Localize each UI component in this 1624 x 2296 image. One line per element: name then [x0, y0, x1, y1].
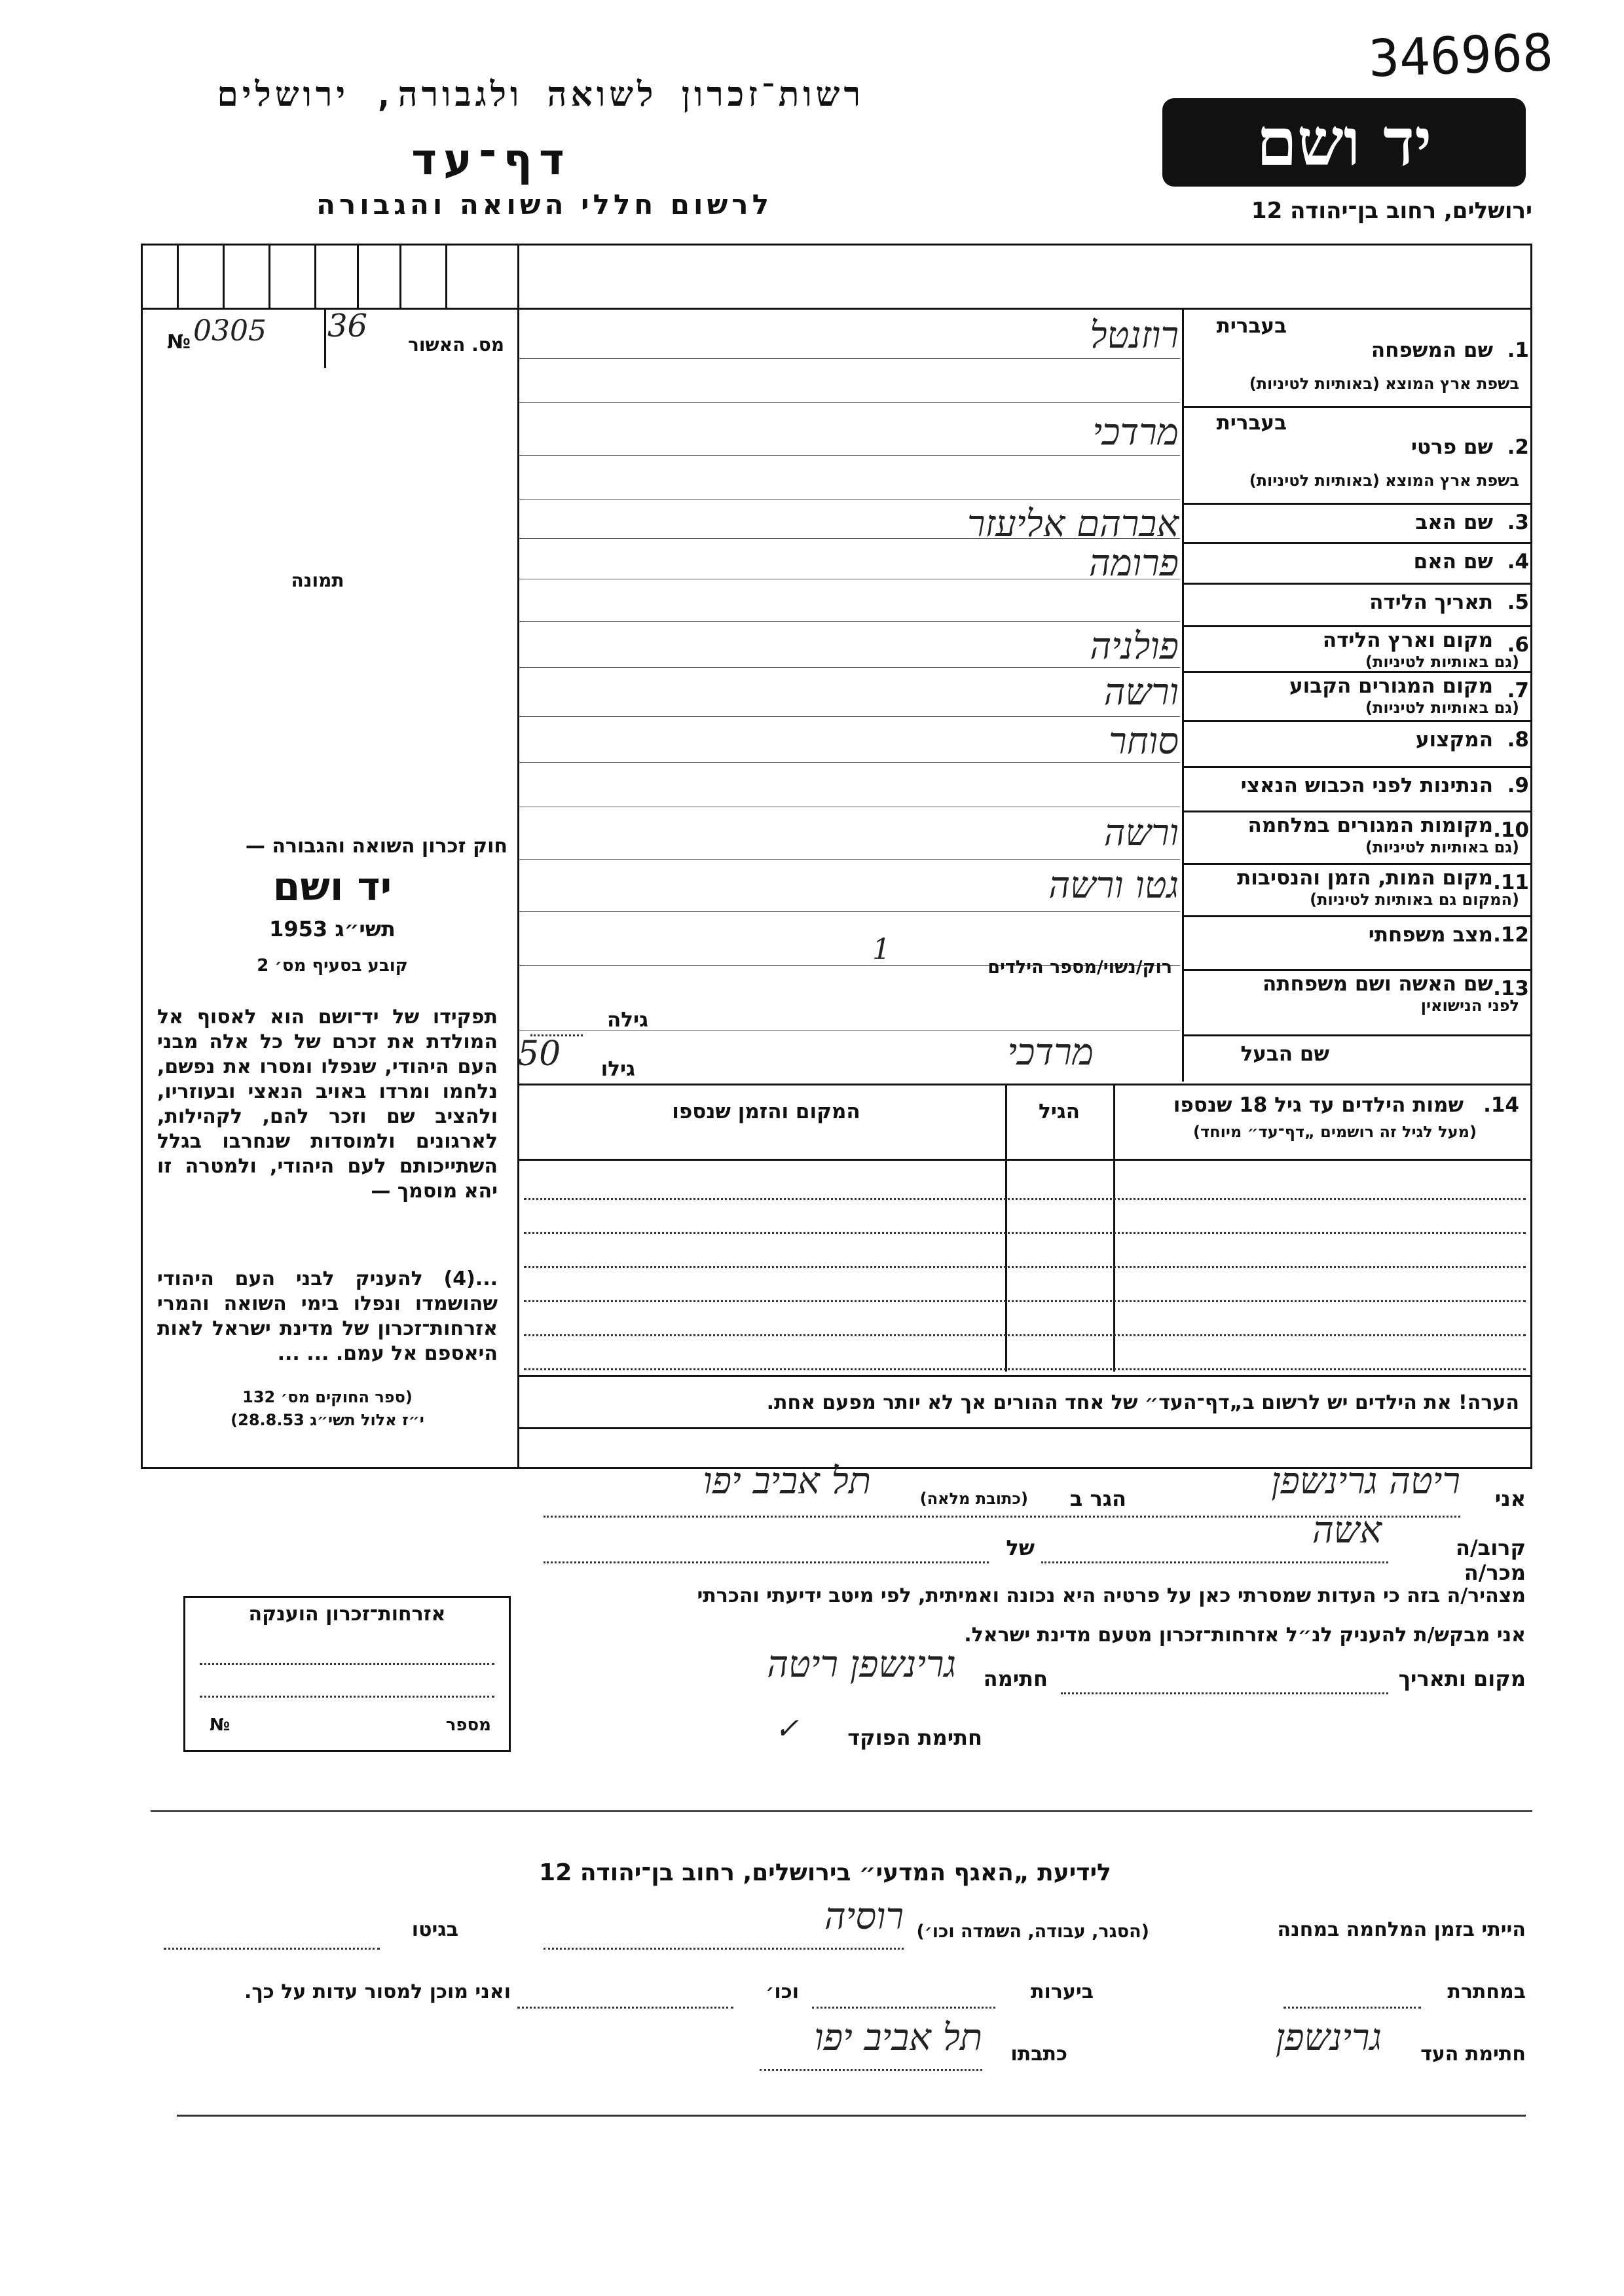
field-number: 10.: [1493, 818, 1529, 842]
field-row-divider: [1182, 915, 1532, 917]
law-title: חוק זכרון השואה והגבורה —: [245, 835, 507, 858]
field-row-divider: [1182, 503, 1532, 505]
ghetto-label: בגיטו: [411, 1918, 458, 1941]
left-column-divider: [517, 244, 519, 1469]
husband-age-label: גילו: [600, 1057, 635, 1081]
field-row-divider: [1182, 766, 1532, 768]
field-number: 2.: [1507, 435, 1529, 459]
note-divider-bottom: [517, 1427, 1532, 1429]
law-text: תפקידו של יד־ושם הוא לאסוף אל המולדת את זכרם של כל אלה מבני העם היהודי, שנפלו ומסרו את נפשם, נלחמו ומרדו באויב הנאצי ובעוזריו, ולהציב שם וזכר להם, לקהילות, לארגונים ולמוסדות שנחרבו בגלל השתייכותם לעם היהודי, ולמטרה זו יהא מוסמך —: [157, 1006, 498, 1203]
field-value: פרומה: [1088, 542, 1179, 585]
field-row-divider: [1182, 406, 1532, 408]
field-label: הנתינות לפני הכבוש הנאצי: [1240, 774, 1493, 797]
field-number: 6.: [1507, 633, 1529, 657]
i-label: אני: [1494, 1486, 1526, 1511]
officer-signature: ✓: [775, 1712, 799, 1745]
declarant-name: ריטה גרינשפן: [1271, 1460, 1460, 1503]
top-grid-cell-divider: [223, 246, 225, 308]
top-grid-cell-divider: [445, 246, 447, 308]
forests-label: ביערות: [1031, 1980, 1094, 2003]
husband-age: 50: [517, 1034, 561, 1074]
relation-value: אשה: [1312, 1509, 1382, 1552]
witness-address-label: כתבתו: [1010, 2043, 1067, 2066]
field-value-line: [519, 911, 1180, 912]
field-sublabel: בשפת ארץ המוצא (באותיות לטיניות): [1249, 471, 1519, 490]
children-num: 14.: [1483, 1093, 1519, 1117]
field-sublabel: (גם באותיות לטיניות): [1365, 699, 1519, 717]
serial-number: 346968: [1367, 23, 1555, 89]
field-sublabel: (גם באותיות לטיניות): [1365, 653, 1519, 671]
field-label: שם האב: [1415, 511, 1493, 534]
top-grid-cell-divider: [314, 246, 316, 308]
citizenship-number-label: מספר: [445, 1715, 491, 1735]
field-number: 7.: [1507, 679, 1529, 702]
etc-line: [517, 2007, 733, 2009]
photo-label: תמונה: [291, 570, 344, 591]
field-label: שם פרטי: [1411, 435, 1493, 459]
field-label: שם האשה ושם משפחתה: [1263, 972, 1493, 996]
field-label: מקומות המגורים במלחמה: [1247, 814, 1493, 837]
marital-options-label: רוק/נשוי/מספר הילדים: [987, 957, 1172, 977]
field-value-line: [519, 455, 1180, 456]
relation-label: קרוב/ה מכר/ה: [1456, 1535, 1526, 1585]
children-names-subheader: (מעל לגיל זה רושמים „דף־עד״ מיוחד): [1193, 1123, 1477, 1141]
field-number: 5.: [1507, 591, 1529, 614]
children-row-line: [524, 1266, 1526, 1268]
field-sublabel: בשפת ארץ המוצא (באותיות לטיניות): [1249, 374, 1519, 393]
field-value-line: [519, 499, 1180, 500]
form-title: דף־עד: [411, 134, 571, 185]
citizenship-line-1: [200, 1663, 494, 1665]
field-row-divider: [1182, 863, 1532, 865]
field-value: פולניה: [1090, 625, 1179, 668]
children-row-line: [524, 1368, 1526, 1370]
field-label: מקום המות, הזמן והנסיבות: [1237, 866, 1493, 890]
field-number: 13.: [1493, 977, 1529, 1000]
approval-number-label: מס. האשור: [408, 334, 504, 355]
forests-line: [812, 2007, 995, 2009]
officer-label: חתימת הפוקד: [847, 1725, 982, 1750]
number-prefix: №: [167, 331, 191, 354]
children-row-line: [524, 1300, 1526, 1302]
children-note: הערה! את הילדים יש לרשום ב„דף־העד״ של אחד ההורים אך לא יותר מפעם אחת.: [766, 1391, 1519, 1414]
bottom-rule: [177, 2115, 1526, 2117]
etc-label: וכו׳: [766, 1980, 799, 2003]
record-number: 0305: [193, 314, 267, 348]
citizenship-line-2: [200, 1696, 494, 1698]
department-divider: [151, 1810, 1532, 1812]
ready-label: ואני מוכן למסור עדות על כך.: [244, 1980, 511, 2003]
department-title: לידיעת „האגף המדעי״ בירושלים, רחוב בן־יהודה 12: [539, 1859, 1111, 1886]
statement-2: אני מבקש/ת להעניק לנ״ל אזרחות־זכרון מטעם מדינת ישראל.: [964, 1624, 1526, 1647]
organization-name: רשות־זכרון לשואה ולגבורה, ירושלים: [217, 75, 864, 115]
top-grid-cell-divider: [357, 246, 359, 308]
field-value: גטו ורשה: [1048, 864, 1179, 907]
field-label: תאריך הלידה: [1369, 591, 1493, 614]
spouse-divider: [1182, 1034, 1532, 1036]
law-name: יד ושם: [272, 864, 392, 910]
field-value: רוזנטל: [1090, 314, 1179, 357]
field-row-divider: [1182, 811, 1532, 812]
field-label: מצב משפחתי: [1368, 923, 1493, 947]
field-value: ורשה: [1103, 671, 1179, 714]
address-hint: (כתובת מלאה): [919, 1489, 1028, 1508]
of-label: של: [1006, 1535, 1035, 1560]
field-number: 4.: [1507, 550, 1529, 574]
declarant-address: תל אביב יפו: [703, 1460, 871, 1503]
law-year-hebrew: תשי״ג: [335, 917, 396, 941]
husband-label: שם הבעל: [1240, 1042, 1329, 1066]
field-label: שם האם: [1413, 550, 1493, 574]
underground-line: [1283, 2007, 1421, 2009]
top-grid-cell-divider: [177, 246, 179, 308]
field-number: 11.: [1493, 871, 1529, 894]
field-sublabel: (המקום גם באותיות לטיניות): [1310, 890, 1519, 909]
yad-vashem-logo: יד ושם: [1162, 98, 1526, 187]
field-row-divider: [1182, 625, 1532, 627]
field-label: שם המשפחה: [1371, 338, 1493, 362]
field-number: 1.: [1507, 338, 1529, 362]
number-divider: [324, 309, 326, 368]
form-subtitle: לרשום חללי השואה והגבורה: [316, 189, 773, 221]
top-grid-cell-divider: [399, 246, 401, 308]
camp-hint: (הסגר, עבודה, השמדה וכו׳): [916, 1922, 1149, 1942]
husband-value: מרדכי: [1007, 1031, 1094, 1074]
hebrew-tag: בעברית: [1216, 314, 1287, 338]
children-col-2: [1113, 1084, 1115, 1372]
children-names-header: שמות הילדים עד גיל 18 שנספו: [1173, 1093, 1464, 1117]
field-value-line: [519, 859, 1180, 860]
field-label: מקום המגורים הקבוע: [1289, 674, 1493, 698]
camp-line: [544, 1948, 904, 1950]
resides-label: הגר ב: [1069, 1486, 1126, 1511]
place-date-label: מקום ותאריך: [1398, 1666, 1526, 1691]
witness-address-line: [760, 2069, 982, 2071]
camp-label: הייתי בזמן המלחמה במחנה: [1277, 1918, 1526, 1941]
witness-signature: גרינשפן: [1275, 2016, 1382, 2059]
children-row-line: [524, 1232, 1526, 1234]
label-column-divider: [1182, 309, 1184, 1082]
children-age-header: הגיל: [1038, 1100, 1080, 1123]
field-label: מקום וארץ הלידה: [1322, 629, 1493, 652]
note-divider-top: [517, 1375, 1532, 1377]
law-source-date: י״ז אלול תשי״ג 28.8.53): [231, 1411, 424, 1429]
top-grid-cell-divider: [268, 246, 270, 308]
field-row-divider: [1182, 583, 1532, 585]
wife-age-label: גילה: [606, 1008, 648, 1032]
children-table-top: [517, 1084, 1532, 1085]
field-value: ורשה: [1103, 812, 1179, 854]
field-value: אברהם אליעזר: [967, 503, 1179, 545]
law-clause: קובע בסעיף מס׳ 2: [257, 956, 408, 975]
witness-address: תל אביב יפו: [814, 2016, 982, 2059]
field-row-divider: [1182, 969, 1532, 971]
law-year: 1953: [269, 917, 328, 941]
field-value-line: [519, 402, 1180, 403]
relation-line: [1041, 1561, 1388, 1563]
approval-number: 36: [327, 308, 368, 344]
field-value-line: [519, 621, 1180, 622]
witness-signature-label: חתימת העד: [1420, 2043, 1526, 2066]
children-col-1: [1005, 1084, 1007, 1372]
law-source: (ספר החוקים מס׳ 132: [242, 1388, 413, 1406]
citizenship-box-title: אזרחות־זכרון הוענקה: [248, 1603, 446, 1626]
signature-value: גרינשפן ריטה: [767, 1643, 956, 1686]
children-header-bottom: [517, 1159, 1532, 1161]
law-text-2: ...(4) להעניק לבני העם היהודי שהושמדו ונפלו בימי השואה והמרי אזרחות־זכרון של מדינת ישראל לאות היאספם אל עמם. ... ...: [157, 1267, 498, 1365]
field-value-line: [519, 716, 1180, 717]
hebrew-tag: בעברית: [1216, 411, 1287, 435]
field-number: 9.: [1507, 774, 1529, 797]
field-number: 8.: [1507, 728, 1529, 752]
field-value: סוחר: [1109, 720, 1179, 763]
signature-label: חתימה: [983, 1666, 1048, 1691]
citizenship-number-prefix: №: [210, 1715, 231, 1735]
children-row-line: [524, 1198, 1526, 1200]
camp-value: רוסיה: [824, 1895, 904, 1938]
field-sublabel: לפני הנישואין: [1420, 996, 1519, 1015]
statement-1: מצהיר/ה בזה כי העדות שמסרתי כאן על פרטיה היא נכונה ואמיתית, לפי מיטב ידיעתי והכרתי: [697, 1584, 1526, 1607]
children-row-line: [524, 1334, 1526, 1336]
children-count: 1: [872, 933, 891, 966]
underground-label: במחתרת: [1447, 1980, 1526, 2003]
field-row-divider: [1182, 671, 1532, 673]
ghetto-line: [164, 1948, 380, 1950]
field-row-divider: [1182, 720, 1532, 722]
field-value: מרדכי: [1092, 411, 1179, 454]
address: ירושלים, רחוב בן־יהודה 12: [1251, 198, 1532, 224]
field-number: 3.: [1507, 511, 1529, 534]
field-value-line: [519, 358, 1180, 359]
children-place-header: המקום והזמן שנספו: [672, 1100, 860, 1123]
field-label: המקצוע: [1415, 728, 1493, 752]
field-sublabel: (גם באותיות לטיניות): [1365, 838, 1519, 856]
field-row-divider: [1182, 542, 1532, 544]
field-number: 12.: [1493, 923, 1529, 947]
of-line: [544, 1561, 989, 1563]
place-date-line: [1061, 1692, 1388, 1694]
